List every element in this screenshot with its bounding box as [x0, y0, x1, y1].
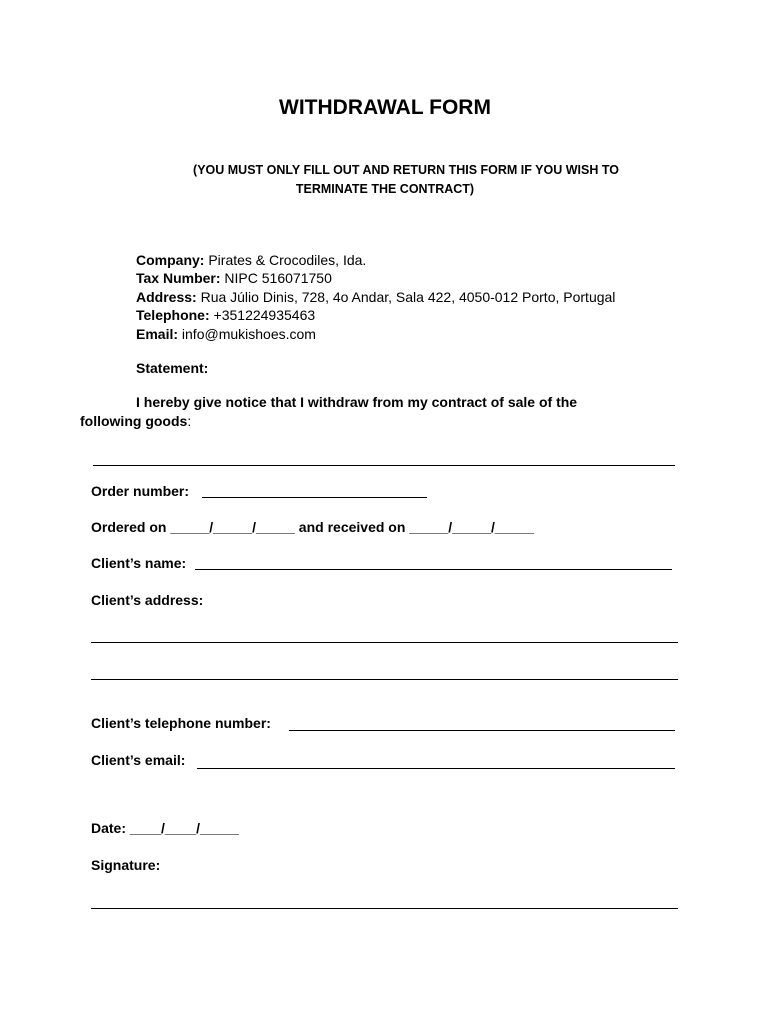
signature-field-line[interactable]	[91, 908, 678, 909]
statement-line-2: following goods	[80, 413, 188, 429]
address-value: Rua Júlio Dinis, 728, 4o Andar, Sala 422, 4050-012 Porto, Portugal	[196, 289, 616, 305]
statement-colon: :	[187, 413, 192, 429]
client-telephone-field-line[interactable]	[289, 730, 675, 731]
client-name-label: Client’s name:	[91, 555, 187, 571]
company-row	[136, 252, 366, 269]
company-value: Pirates & Crocodiles, Ida.	[204, 252, 367, 268]
ordered-received-dates[interactable]: Ordered on _____/_____/_____ and received on _____/_____/_____	[91, 519, 534, 535]
address-row	[136, 289, 615, 306]
signature-label: Signature:	[91, 857, 161, 873]
tax-label: Tax Number:	[136, 270, 221, 286]
telephone-label: Telephone:	[136, 307, 210, 323]
client-telephone-label: Client’s telephone number:	[91, 715, 271, 731]
client-email-label: Client’s email:	[91, 752, 186, 768]
subtitle-line-1: (YOU MUST ONLY FILL OUT AND RETURN THIS FORM IF YOU WISH TO	[193, 163, 619, 177]
order-number-label: Order number:	[91, 483, 190, 499]
client-address-field-line-2[interactable]	[91, 679, 678, 680]
statement-label: Statement:	[136, 360, 209, 376]
order-number-field-line[interactable]	[202, 497, 427, 498]
email-value: info@mukishoes.com	[178, 326, 316, 342]
statement-line-2-row	[80, 413, 191, 430]
client-address-label: Client’s address:	[91, 592, 204, 608]
form-title: WITHDRAWAL FORM	[279, 96, 491, 119]
telephone-value: +351224935463	[209, 307, 316, 323]
tax-row	[136, 270, 332, 287]
client-name-field-line[interactable]	[195, 569, 672, 570]
address-label: Address:	[136, 289, 197, 305]
email-row	[136, 326, 316, 343]
telephone-row	[136, 307, 315, 324]
tax-value: NIPC 516071750	[220, 270, 332, 286]
date-field[interactable]: Date: ____/____/_____	[91, 820, 239, 836]
statement-line-1: I hereby give notice that I withdraw from my contract of sale of the	[136, 394, 578, 410]
client-email-field-line[interactable]	[197, 768, 675, 769]
email-label: Email:	[136, 326, 179, 342]
client-address-field-line-1[interactable]	[91, 642, 678, 643]
goods-field-line[interactable]	[93, 465, 675, 466]
company-label: Company:	[136, 252, 205, 268]
subtitle-line-2: TERMINATE THE CONTRACT)	[295, 182, 475, 196]
